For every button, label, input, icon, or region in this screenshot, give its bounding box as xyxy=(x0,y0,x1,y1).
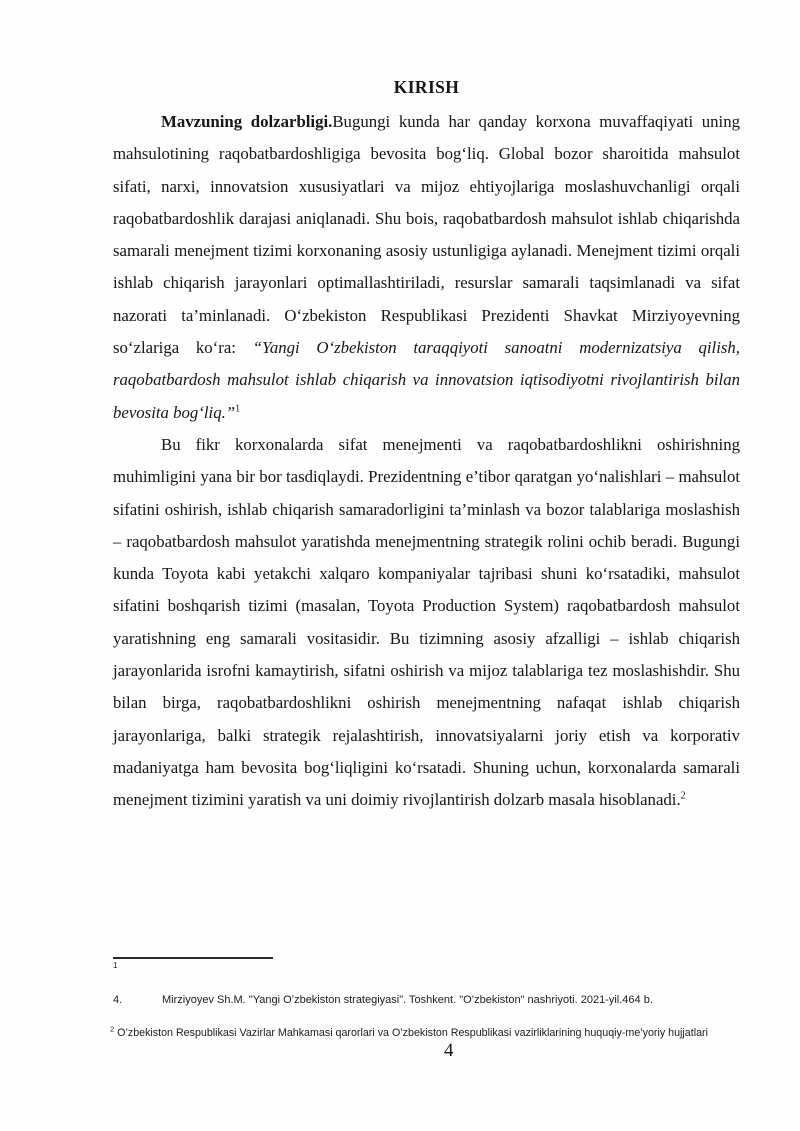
paragraph-1 xyxy=(113,106,740,429)
footnote-entry-2 xyxy=(110,1026,743,1040)
footnote-reference-1: 1 xyxy=(235,403,241,415)
paragraph-1-quote-italic: “Yangi Oʻzbekiston taraqqiyoti sanoatni modernizatsiya qilish, raqobatbardosh mahsulot ishlab chiqarish va innovatsion iqtisodiyotni rivojlantirish bilan bevosita bogʻliq.” xyxy=(113,338,740,422)
paragraph-1-body: Bugungi kunda har qanday korxona muvaffaqiyati uning mahsulotining raqobatbardoshligiga bevosita bogʻliq. Global bozor sharoitida mahsulot sifati, narxi, innovatsion xususiyatlari va mijoz ehtiyojlariga moslashuvchanligi orqali raqobatbardoshlik darajasi aniqlanadi. Shu bois, raqobatbardosh mahsulot ishlab chiqarishda samarali menejment tizimi korxonaning asosiy ustunligiga aylanadi. Menejment tizimi orqali ishlab chiqarish jarayonlari optimallashtiriladi, resurslar samarali taqsimlanadi va sifat nazorati ta’minlanadi. Oʻzbekiston Respublikasi Prezidenti Shavkat Mirziyoyevning soʻzlariga koʻra: xyxy=(113,112,740,358)
footnote-entry-1-text: Mirziyoyev Sh.M. "Yangi O’zbekiston strategiyasi". Toshkent. "O’zbekiston" nashriyoti. 2021-yil.464 b. xyxy=(162,994,653,1006)
page-number: 4 xyxy=(444,1040,454,1061)
footnote-entry-1-number: 4. xyxy=(113,994,123,1006)
paragraph-2 xyxy=(113,429,740,817)
footnote-entry-1 xyxy=(113,993,743,1007)
footnote-separator-line xyxy=(113,957,273,959)
text-block xyxy=(113,76,740,817)
page-title: KIRISH xyxy=(393,77,460,97)
paragraph-2-body: Bu fikr korxonalarda sifat menejmenti va raqobatbardoshlikni oshirishning muhimligini yana bir bor tasdiqlaydi. Prezidentning e’tibor qaratgan yoʻnalishlari – mahsulot sifatini oshirish, ishlab chiqarish samaradorligini ta’minlash va bozor talablariga moslashish – raqobatbardosh mahsulot yaratishda menejmentning strategik rolini ochib beradi. Bugungi kunda Toyota kabi yetakchi xalqaro kompaniyalar tajribasi shuni koʻrsatadiki, mahsulot sifatini boshqarish tizimi (masalan, Toyota Production System) raqobatbardosh mahsulot yaratishning eng samarali vositasidir. Bu tizimning asosiy afzalligi – ishlab chiqarish jarayonlarida isrofni kamaytirish, sifatni oshirish va mijoz talablariga tez moslashishdir. Shu bilan birga, raqobatbardoshlikni oshirish menejmentning nafaqat ishlab chiqarish jarayonlariga, balki strategik rejalashtirish, innovatsiyalarni joriy etish va korporativ madaniyatga ham bevosita bogʻliqligini koʻrsatadi. Shuning uchun, korxonalarda samarali menejment tizimini yaratish va uni doimiy rivojlantirish dolzarb masala hisoblanadi. xyxy=(113,434,740,810)
paragraph-1-lead-bold: Mavzuning dolzarbligi. xyxy=(161,112,333,131)
footnote-area xyxy=(110,957,743,1040)
footnote-reference-2: 2 xyxy=(680,790,686,802)
footnote-entry-2-marker: 2 xyxy=(110,1024,115,1034)
footnote-entry-2-text: O’zbekiston Respublikasi Vazirlar Mahkamasi qarorlari va O’zbekiston Respublikasi vazirliklarining huquqiy-me’yoriy hujjatlari xyxy=(117,1027,708,1039)
footnote-1-marker: 1 xyxy=(113,961,118,970)
